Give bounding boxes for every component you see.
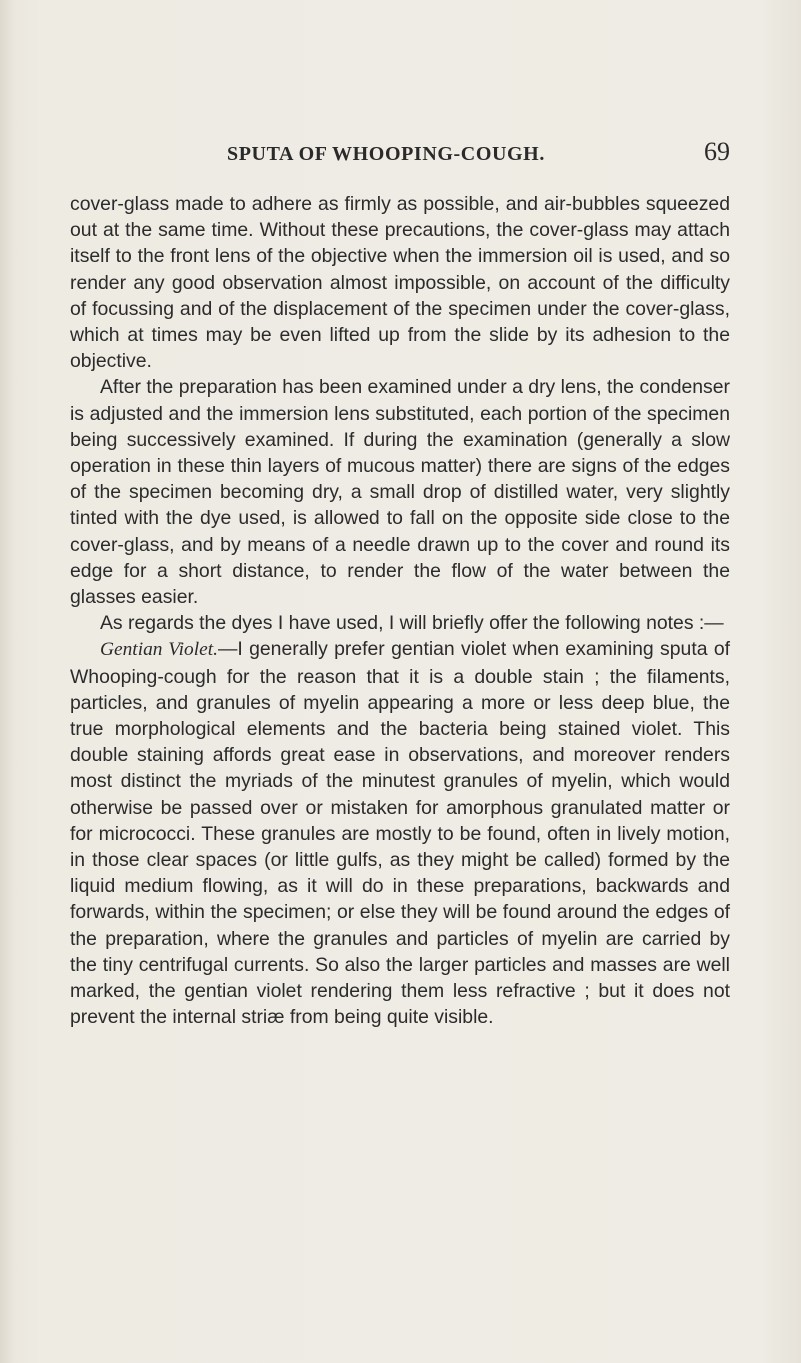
running-head: SPUTA OF WHOOPING-COUGH.	[227, 143, 545, 165]
paragraph	[70, 374, 730, 610]
paragraph	[70, 636, 730, 1030]
page-number: 69	[704, 137, 730, 166]
paragraph-text: cover-glass made to adhere as firmly as possible, and air-bubbles squeezed out at the same time. Without these precautions, the cover-glass may attach itself to the front lens of the objective when the immersion oil is used, and so render any good observation almost impossible, on account of the difficulty of focussing and of the displacement of the specimen under the cover-glass, which at times may be even lifted up from the slide by its adhesion to the objective.	[70, 193, 730, 373]
paragraph-text: After the preparation has been examined under a dry lens, the condenser is adjusted and the immersion lens substituted, each portion of the specimen being successively examined. If during the examination (generally a slow operation in these thin layers of mucous matter) there are signs of the edges of the specimen becoming dry, a small drop of distilled water, very slightly tinted with the dye used, is allowed to fall on the opposite side close to the cover-glass, and by means of a needle drawn up to the cover and round its edge for a short distance, to render the flow of the water between the glasses easier.	[70, 376, 730, 609]
section-run-in-heading: Gentian Violet.	[100, 639, 218, 661]
paragraph	[70, 191, 730, 374]
paragraph-text: As regards the dyes I have used, I will briefly offer the following notes :—	[100, 612, 724, 635]
paragraph	[70, 610, 730, 636]
body-text	[70, 191, 730, 1031]
page-header	[70, 137, 730, 173]
paragraph-text: —I generally prefer gentian violet when examining sputa of Whooping-cough for the reason that it is a double stain ; the filaments, particles, and granules of myelin appearing a more or less deep blue, the true morphological elements and the bacteria being stained violet. This double staining affords great ease in observations, and moreover renders most distinct the myriads of the minutest granules of myelin, which would otherwise be passed over or mistaken for amorphous granulated matter or for micrococci. These granules are mostly to be found, often in lively motion, in those clear spaces (or little gulfs, as they might be called) formed by the liquid medium flowing, as it will do in these preparations, backwards and forwards, within the specimen; or else they will be found around the edges of the preparation, where the granules and particles of myelin are carried by the tiny centrifugal currents. So also the larger particles and masses are well marked, the gentian violet rendering them less refractive ; but it does not prevent the internal striæ from being quite visible.	[70, 638, 730, 1029]
